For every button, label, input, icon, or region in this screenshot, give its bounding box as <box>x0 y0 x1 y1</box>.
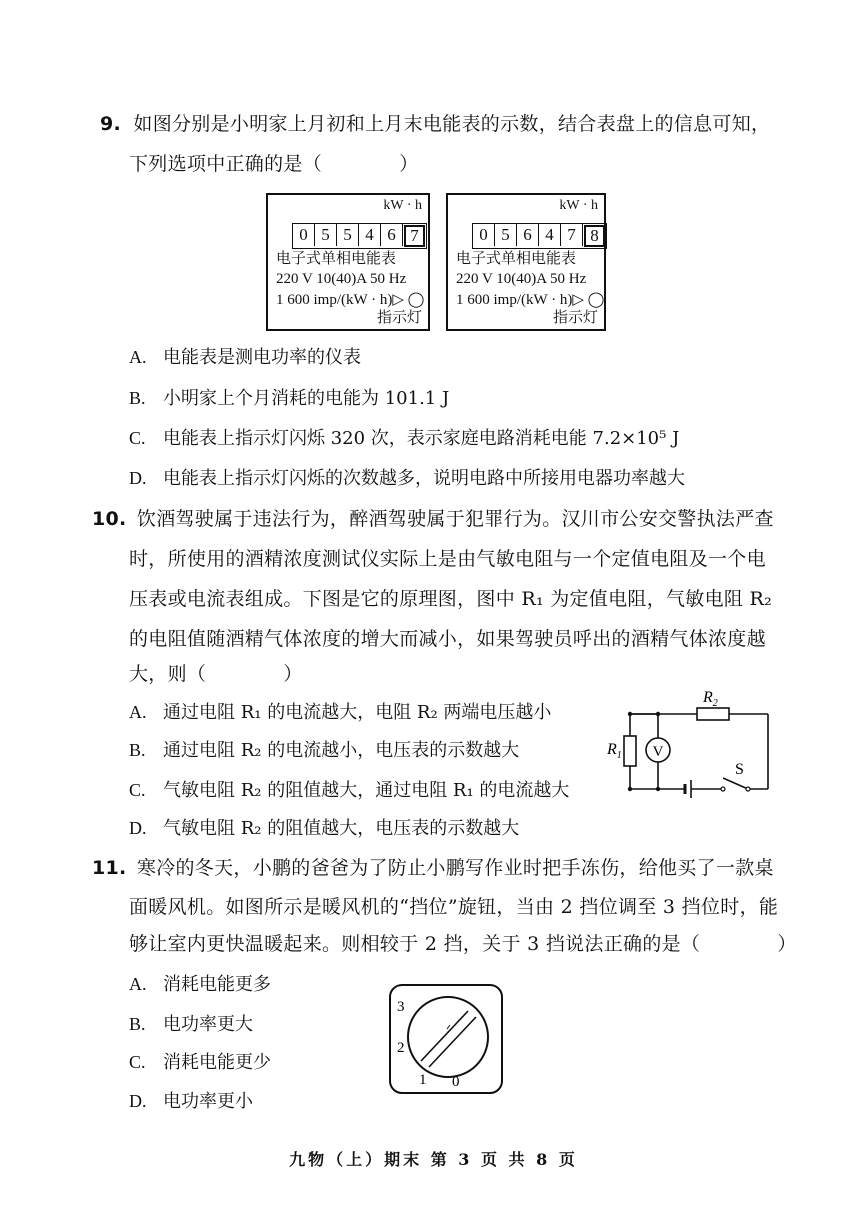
option-label: B. <box>129 740 146 760</box>
q11-option-d[interactable] <box>129 1089 253 1114</box>
knob-label-0: 0 <box>452 1074 460 1090</box>
q10-stem-line2: 时，所使用的酒精浓度测试仪实际上是由气敏电阻与一个定值电阻及一个电 <box>129 548 766 570</box>
electric-meter-start <box>266 193 430 331</box>
q10-stem-line3: 压表或电流表组成。下图是它的原理图，图中 R₁ 为定值电阻，气敏电阻 R₂ <box>129 588 773 610</box>
q11-number: 11. <box>92 857 127 879</box>
q10-stem-line1 <box>92 507 774 531</box>
option-text: 电功率更大 <box>163 1014 253 1035</box>
meter-digit: 4 <box>539 224 561 246</box>
electric-meter-end <box>446 193 606 331</box>
option-label: B. <box>129 1014 146 1034</box>
voltmeter-label: V <box>652 744 664 760</box>
q9-option-c[interactable] <box>129 426 679 451</box>
meter-digit: 7 <box>561 224 583 246</box>
option-label: A. <box>129 702 147 722</box>
meter-name: 电子式单相电能表 <box>276 251 397 267</box>
r2-label: $R_2$ <box>703 689 718 709</box>
q11-stem-line3: 够让室内更快温暖起来。则相较于 2 挡，关于 3 挡说法正确的是（ ） <box>129 933 797 955</box>
meter-decimal-digit: 7 <box>404 225 425 247</box>
meter-digit: 5 <box>315 224 337 246</box>
r1-label: $R_1$ <box>607 741 622 761</box>
option-label: C. <box>129 428 146 448</box>
meter-digit: 5 <box>337 224 359 246</box>
meter-decimal-digit: 8 <box>584 225 605 247</box>
q9-stem-line1 <box>100 112 770 136</box>
knob-label-2: 2 <box>397 1040 405 1056</box>
meter-digit: 0 <box>293 224 315 246</box>
q10-option-b[interactable] <box>129 738 519 763</box>
q9-number: 9. <box>100 113 122 135</box>
option-text: 消耗电能更多 <box>163 974 271 995</box>
q11-option-c[interactable] <box>129 1050 271 1075</box>
meter-imp-text: 1 600 imp/(kW · h) <box>276 292 393 308</box>
switch-label: S <box>735 761 744 778</box>
meter-spec: 220 V 10(40)A 50 Hz <box>456 271 587 287</box>
option-text: 电能表上指示灯闪烁 320 次，表示家庭电路消耗电能 7.2×10⁵ J <box>163 428 680 449</box>
meter-digit: 5 <box>495 224 517 246</box>
option-text: 电能表上指示灯闪烁的次数越多，说明电路中所接用电器功率越大 <box>163 468 685 489</box>
meter-digit: 0 <box>473 224 495 246</box>
meter-reading <box>472 223 607 249</box>
option-label: C. <box>129 780 146 800</box>
gear-knob-diagram <box>388 983 504 1095</box>
page-footer: 九物（上）期末 第 3 页 共 8 页 <box>289 1150 578 1169</box>
q10-option-c[interactable] <box>129 778 569 803</box>
switch-s <box>723 778 748 789</box>
meter-spec: 220 V 10(40)A 50 Hz <box>276 271 407 287</box>
option-label: A. <box>129 974 147 994</box>
knob-label-1: 1 <box>419 1072 427 1088</box>
meter-name: 电子式单相电能表 <box>456 251 577 267</box>
q11-option-b[interactable] <box>129 1012 253 1037</box>
q10-number: 10. <box>92 508 127 530</box>
meter-imp-text: 1 600 imp/(kW · h) <box>456 292 573 308</box>
option-text: 消耗电能更少 <box>163 1052 271 1073</box>
option-text: 通过电阻 R₁ 的电流越大，电阻 R₂ 两端电压越小 <box>163 702 552 723</box>
option-text: 小明家上个月消耗的电能为 101.1 J <box>163 388 450 409</box>
q9-option-b[interactable] <box>129 386 449 411</box>
option-text: 电能表是测电功率的仪表 <box>163 347 361 368</box>
q9-option-a[interactable] <box>129 345 361 370</box>
q9-option-d[interactable] <box>129 466 685 491</box>
meter-digit: 4 <box>359 224 381 246</box>
option-text: 气敏电阻 R₂ 的阻值越大，通过电阻 R₁ 的电流越大 <box>163 780 570 801</box>
meter-unit: kW · h <box>383 198 422 213</box>
option-text: 气敏电阻 R₂ 的阻值越大，电压表的示数越大 <box>163 818 520 839</box>
resistor-r1 <box>624 736 636 766</box>
q11-stem-line2: 面暖风机。如图所示是暖风机的“挡位”旋钮，当由 2 挡位调至 3 挡位时，能 <box>129 896 779 918</box>
option-text: 电功率更小 <box>163 1091 253 1112</box>
q9-stem-text1: 如图分别是小明家上月初和上月末电能表的示数，结合表盘上的信息可知， <box>133 113 771 135</box>
q9-stem-line2: 下列选项中正确的是（ ） <box>129 153 419 175</box>
q10-stem-line4: 的电阻值随酒精气体浓度的增大而减小，如果驾驶员呼出的酒精气体浓度越 <box>129 628 766 650</box>
option-text: 通过电阻 R₂ 的电流越小，电压表的示数越大 <box>163 740 520 761</box>
meter-unit: kW · h <box>559 198 598 213</box>
q10-option-a[interactable] <box>129 700 551 725</box>
q11-stem-line1 <box>92 856 774 880</box>
indicator-lamp-icon: ▷ ◯ <box>392 292 425 308</box>
q10-stem-text: 饮酒驾驶属于违法行为，醉酒驾驶属于犯罪行为。汉川市公安交警执法严查 <box>136 508 774 530</box>
option-label: C. <box>129 1052 146 1072</box>
meter-reading <box>292 223 427 249</box>
knob-label-3: 3 <box>397 999 405 1015</box>
indicator-lamp-label: 指示灯 <box>552 310 598 326</box>
meter-digit: 6 <box>381 224 403 246</box>
indicator-lamp-icon: ▷ ◯ <box>572 292 605 308</box>
q10-option-d[interactable] <box>129 816 519 841</box>
q10-stem-line5: 大，则（ ） <box>129 663 303 685</box>
option-label: D. <box>129 818 147 838</box>
meter-digit: 6 <box>517 224 539 246</box>
resistor-r2 <box>697 708 729 720</box>
option-label: D. <box>129 1091 147 1111</box>
option-label: D. <box>129 468 147 488</box>
option-label: A. <box>129 347 147 367</box>
option-label: B. <box>129 388 146 408</box>
indicator-lamp-label: 指示灯 <box>376 310 422 326</box>
q11-option-a[interactable] <box>129 972 271 997</box>
circuit-diagram <box>605 686 775 801</box>
q11-stem-text: 寒冷的冬天，小鹏的爸爸为了防止小鹏写作业时把手冻伤，给他买了一款桌 <box>136 857 774 879</box>
